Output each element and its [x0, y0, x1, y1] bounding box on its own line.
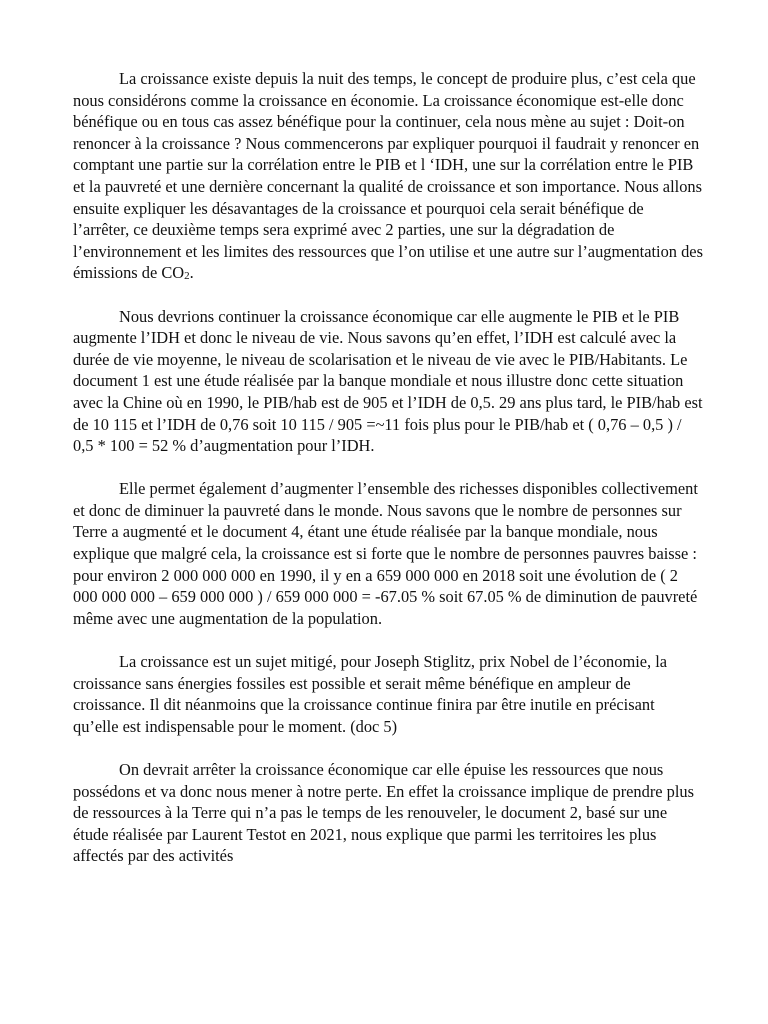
- co2-subscript: 2: [184, 270, 190, 283]
- resources-paragraph: On devrait arrêter la croissance économique car elle épuise les ressources que nous possédons et va donc nous mener à notre perte. En effet la croissance implique de prendre plus de ressources à la Terre qui n’a pas le temps de les renouveler, le document 2, basé sur une étude réalisée par Laurent Testot en 2021, nous explique que parmi les territoires les plus affectés par des activités: [73, 760, 694, 866]
- document-page: [73, 68, 703, 867]
- pib-idh-paragraph: Nous devrions continuer la croissance économique car elle augmente le PIB et le PIB augmente l’IDH et donc le niveau de vie. Nous savons qu’en effet, l’IDH est calculé avec la durée de vie moyenne, le niveau de scolarisation et le niveau de vie avec le PIB/Habitants. Le document 1 est une étude réalisée par la banque mondiale et nous illustre donc cette situation avec la Chine où en 1990, le PIB/hab est de 905 et l’IDH de 0,5. 29 ans plus tard, le PIB/hab est de 10 115 et l’IDH de 0,76 soit 10 115 / 905 =~11 fois plus pour le PIB/hab et ( 0,76 – 0,5 ) / 0,5 * 100 = 52 % d’augmentation pour l’IDH.: [73, 306, 703, 456]
- intro-paragraph-end: .: [189, 263, 194, 283]
- stiglitz-paragraph: La croissance est un sujet mitigé, pour Joseph Stiglitz, prix Nobel de l’économie, la croissance sans énergies fossiles est possible et serait même bénéfique en ampleur de croissance. Il dit néanmoins que la croissance continue finira par être inutile en précisant qu’elle est indispensable pour le moment. (doc 5): [73, 652, 668, 736]
- poverty-paragraph: Elle permet également d’augmenter l’ensemble des richesses disponibles collectivement et donc de diminuer la pauvreté dans le monde. Nous savons que le nombre de personnes sur Terre a augmenté et le document 4, étant une étude réalisée par la banque mondiale, nous explique que malgré cela, la croissance est si forte que le nombre de personnes pauvres baisse : pour environ 2 000 000 000 en 1990, il y en a 659 000 000 en 2018 soit une évolution de ( 2 000 000 000 – 659 000 000 ) / 659 000 000 = -67.05 % soit 67.05 % de diminution de pauvreté même avec une augmentation de la population.: [73, 479, 698, 628]
- intro-paragraph-text: La croissance existe depuis la nuit des temps, le concept de produire plus, c’est cela que nous considérons comme la croissance en économie. La croissance économique est-elle donc bénéfique ou en tous cas assez bénéfique pour la continuer, cela nous mène au sujet : Doit-on renoncer à la croissance ? Nous commencerons par expliquer pourquoi il faudrait y renoncer en comptant une partie sur la corrélation entre le PIB et l ‘IDH, une sur la corrélation entre le PIB et la pauvreté et une dernière concernant la qualité de croissance et son importance. Nous allons ensuite expliquer les désavantages de la croissance et pourquoi cela serait bénéfique de l’arrêter, ce deuxième temps sera exprimé avec 2 parties, une sur la dégradation de l’environnement et les limites des ressources que l’on utilise et une autre sur l’augmentation des émissions de CO: [73, 69, 703, 283]
- intro-paragraph: [73, 68, 703, 284]
